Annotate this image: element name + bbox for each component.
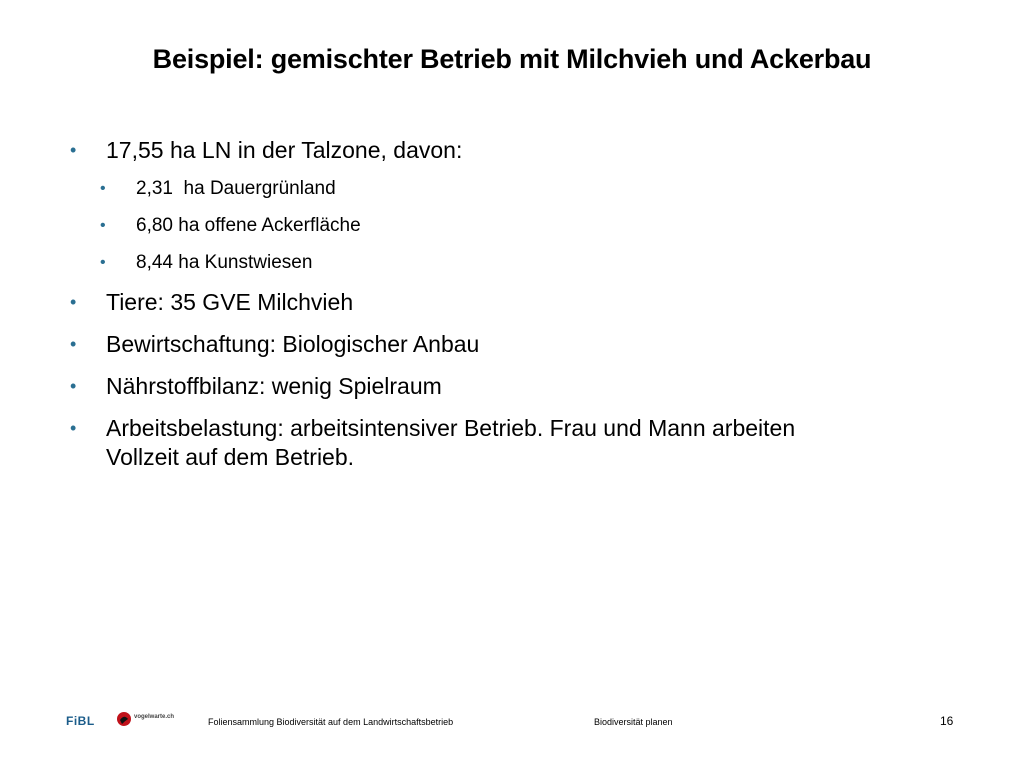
bullet-item-management [66, 330, 966, 359]
fibl-logo: FiBL [66, 714, 95, 728]
bullet-text: 8,44 ha Kunstwiesen [136, 252, 313, 273]
footer [0, 700, 1024, 740]
sub-bullet-item-meadows [66, 251, 966, 275]
bullet-text: Arbeitsbelastung: arbeitsintensiver Betrieb. Frau und Mann arbeiten Vollzeit auf dem Betrieb. [106, 415, 796, 470]
bullet-text: 17,55 ha LN in der Talzone, davon: [106, 137, 463, 163]
bullet-icon: • [100, 254, 106, 271]
vogelwarte-logo-text: vogelwarte.ch [134, 714, 175, 720]
bullet-list [66, 136, 966, 485]
bullet-text: Bewirtschaftung: Biologischer Anbau [106, 331, 480, 357]
bullet-item-nutrients [66, 372, 966, 401]
page-number: 16 [940, 714, 954, 728]
sub-bullet-item-grassland [66, 177, 966, 201]
bullet-item-workload [66, 414, 866, 472]
bullet-icon: • [100, 180, 106, 197]
bullet-icon: • [70, 334, 77, 354]
bullet-item-animals [66, 288, 966, 317]
bullet-text: Tiere: 35 GVE Milchvieh [106, 289, 354, 315]
bullet-text: Nährstoffbilanz: wenig Spielraum [106, 373, 442, 399]
footer-collection-text: Foliensammlung Biodiversität auf dem Landwirtschaftsbetrieb [208, 717, 454, 727]
bullet-icon: • [70, 292, 77, 312]
footer-topic-text: Biodiversität planen [594, 717, 673, 727]
bullet-icon: • [70, 140, 77, 160]
bullet-item-area [66, 136, 966, 165]
bullet-text: 2,31 ha Dauergrünland [136, 178, 336, 199]
bullet-icon: • [70, 418, 77, 438]
bullet-text: 6,80 ha offene Ackerfläche [136, 215, 361, 236]
bullet-icon: • [70, 376, 77, 396]
bird-silhouette-icon [116, 710, 132, 728]
slide-title: Beispiel: gemischter Betrieb mit Milchvieh und Ackerbau [152, 44, 872, 74]
vogelwarte-logo [116, 710, 178, 730]
bullet-icon: • [100, 217, 106, 234]
sub-bullet-item-arable [66, 214, 966, 238]
